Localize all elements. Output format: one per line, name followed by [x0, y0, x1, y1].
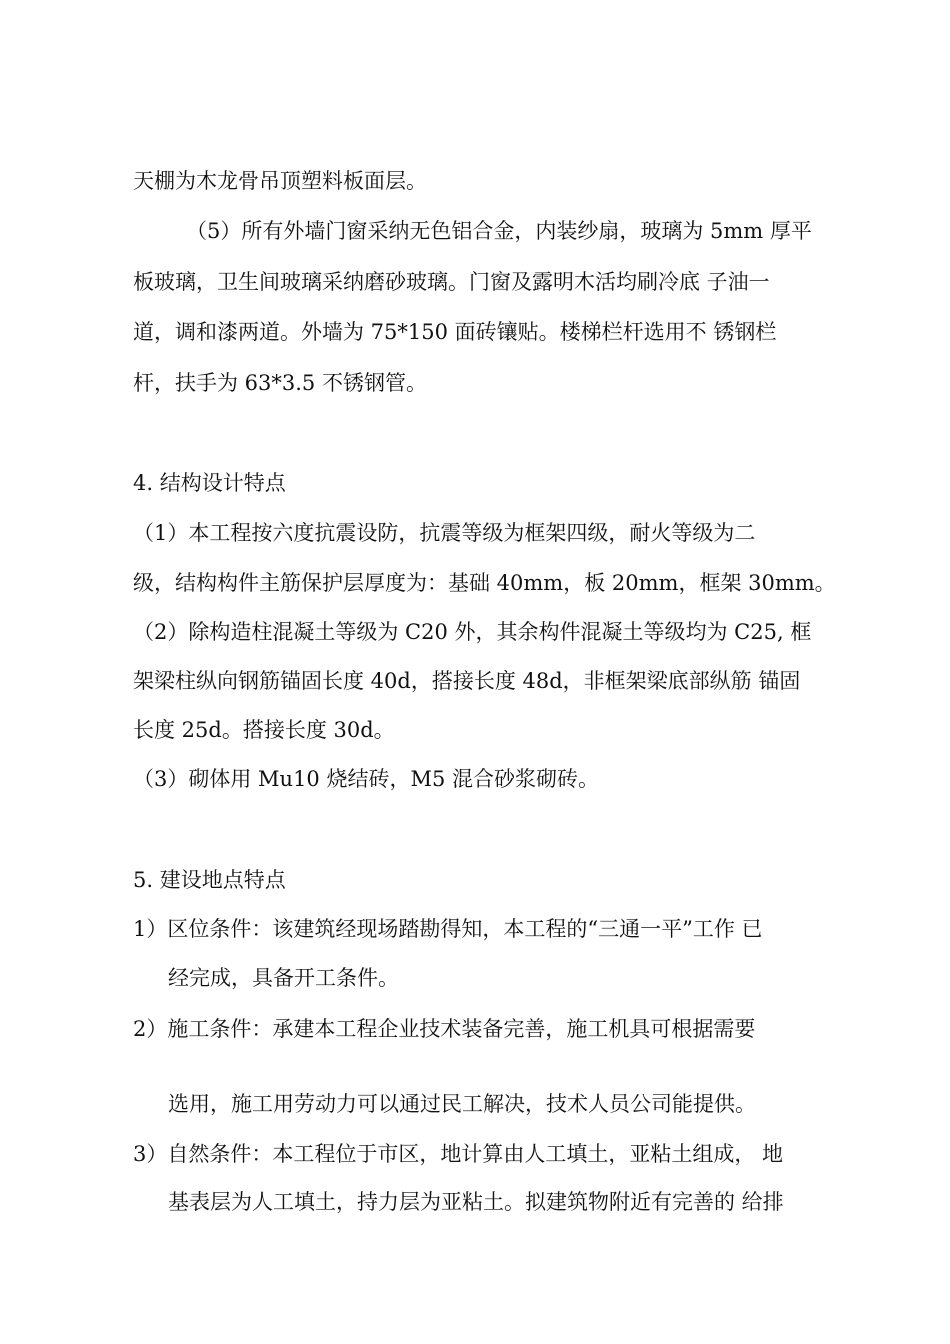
text-line: （2）除构造柱混凝土等级为 C20 外，其余构件混凝土等级均为 C25, 框 [133, 620, 812, 644]
text-line: 天棚为木龙骨吊顶塑料板面层。 [133, 169, 427, 193]
text-line: 级，结构构件主筋保护层厚度为：基础 40mm，板 20mm，框架 30mm。 [133, 571, 836, 595]
text-line: 2）施工条件：承建本工程企业技术装备完善，施工机具可根据需要 [133, 1017, 756, 1041]
text-line: 3）自然条件：本工程位于市区，地计算由人工填土，亚粘土组成， 地 [133, 1142, 784, 1166]
text-line: 基表层为人工填土，持力层为亚粘土。拟建筑物附近有完善的 给排 [168, 1190, 784, 1214]
text-line: （5）所有外墙门窗采纳无色铝合金，内装纱扇，玻璃为 5mm 厚平 [186, 219, 812, 243]
text-line: 杆，扶手为 63*3.5 不锈钢管。 [133, 371, 427, 395]
text-line: 道，调和漆两道。外墙为 75*150 面砖镶贴。楼梯栏杆选用不 锈钢栏 [133, 320, 777, 344]
text-line: 架梁柱纵向钢筋锚固长度 40d，搭接长度 48d，非框架梁底部纵筋 锚固 [133, 669, 801, 693]
text-line: 选用，施工用劳动力可以通过民工解决，技术人员公司能提供。 [168, 1092, 756, 1116]
text-line: （1）本工程按六度抗震设防，抗震等级为框架四级，耐火等级为二 [133, 521, 756, 545]
text-line: 1）区位条件：该建筑经现场踏勘得知，本工程的“三通一平”工作 已 [133, 917, 763, 941]
text-line: 长度 25d。搭接长度 30d。 [133, 718, 395, 742]
text-line: 板玻璃，卫生间玻璃采纳磨砂玻璃。门窗及露明木活均刷冷底 子油一 [133, 270, 770, 294]
text-line: 经完成，具备开工条件。 [168, 966, 399, 990]
section-heading: 5. 建设地点特点 [133, 868, 286, 892]
text-line: （3）砌体用 Mu10 烧结砖，M5 混合砂浆砌砖。 [133, 767, 599, 791]
section-heading: 4. 结构设计特点 [133, 471, 286, 495]
